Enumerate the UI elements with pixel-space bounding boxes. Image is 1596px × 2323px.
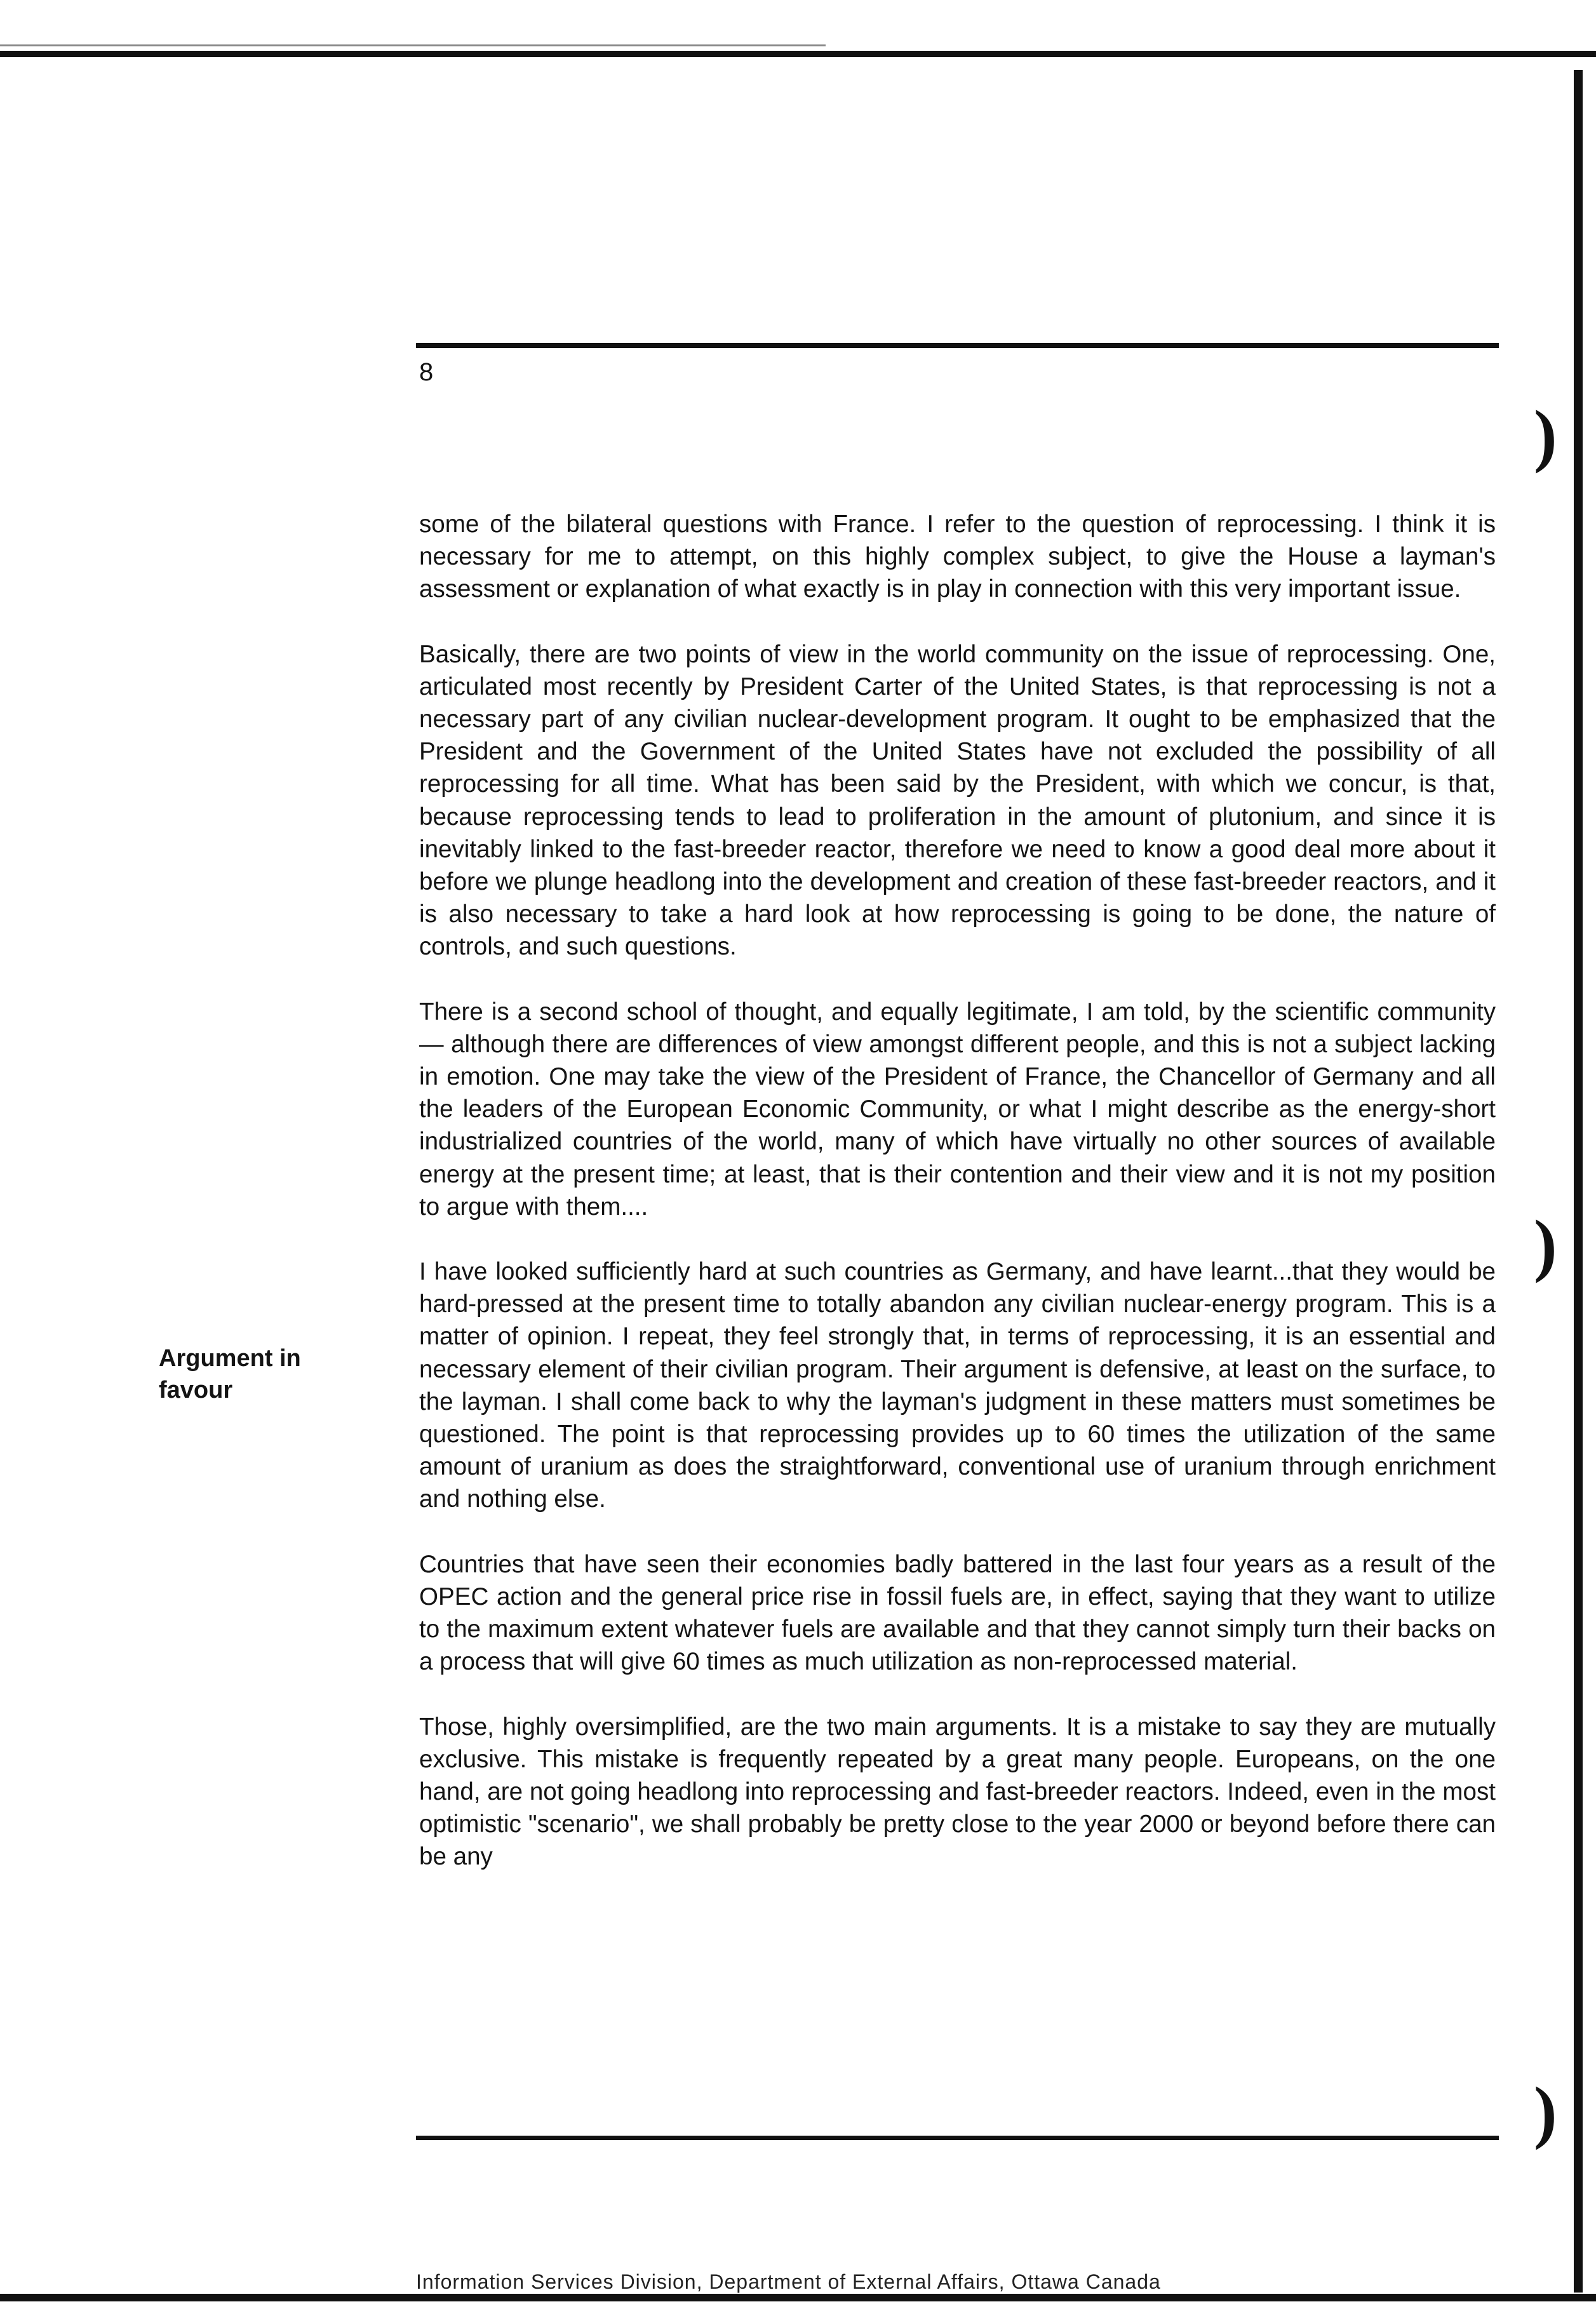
scan-edge-bottom — [0, 2294, 1596, 2301]
footer-rule — [416, 2136, 1499, 2140]
body-text — [419, 508, 1496, 1873]
scan-edge-right — [1574, 70, 1583, 2293]
header-rule — [416, 343, 1499, 348]
scan-edge-top — [0, 51, 1596, 57]
paragraph-2: Basically, there are two points of view in the world community on the issue of reprocessing. One, articulated most recently by President Carter of the United States, is that reprocessing is not a necessary part of any civilian nuclear-development program. It ought to be emphasized that the President and the Government of the United States have not excluded the possibility of all reprocessing for all time. What has been said by the President, with which we concur, is that, because reprocessing tends to lead to proliferation in the amount of plutonium, and since it is inevitably linked to the fast-breeder reactor, therefore we need to know a good deal more about it before we plunge headlong into the development and creation of these fast-breeder reactors, and it is also necessary to take a hard look at how reprocessing is going to be done, the nature of controls, and such questions. — [419, 640, 1496, 961]
paragraph-4: I have looked sufficiently hard at such countries as Germany, and have learnt...that they would be hard-pressed at the present time to totally abandon any civilian nuclear-energy program. This is a matter of opinion. I repeat, they feel strongly that, in terms of reprocessing, it is an essential and necessary element of their civilian program. Their argument is defensive, at least on the surface, to the layman. I shall come back to why the layman's judgment in these matters must sometimes be questioned. The point is that reprocessing provides up to 60 times the utilization of the same amount of uranium as does the straightforward, conventional use of uranium through enrichment and nothing else. — [419, 1258, 1496, 1513]
binding-mark-middle: ) — [1534, 1206, 1557, 1283]
paragraph-6: Those, highly oversimplified, are the two main arguments. It is a mistake to say they are mutually exclusive. This mistake is frequently repeated by a great many people. Europeans, on the one hand, are not going headlong into reprocessing and fast-breeder reactors. Indeed, even in the most optimistic "scenario", we shall probably be pretty close to the year 2000 or beyond before there can be any — [419, 1713, 1496, 1871]
binding-mark-bottom: ) — [1534, 2073, 1557, 2150]
paragraph-3: There is a second school of thought, and equally legitimate, I am told, by the scientific community — although there are differences of view amongst different people, and this is not a subject lacking in emotion. One may take the view of the President of France, the Chancellor of Germany and all the leaders of the European Economic Community, or what I might describe as the energy-short industrialized countries of the world, many of which have virtually no other sources of available energy at the present time; at least, that is their contention and their view and it is not my position to argue with them.... — [419, 998, 1496, 1221]
paragraph-5: Countries that have seen their economies badly battered in the last four years as a result of the OPEC action and the general price rise in fossil fuels are, in effect, saying that they want to utilize to the maximum extent whatever fuels are available and that they cannot simply turn their backs on a process that will give 60 times as much utilization as non-reprocessed material. — [419, 1550, 1496, 1676]
footer-text: Information Services Division, Department of External Affairs, Ottawa Canada — [416, 2270, 1161, 2293]
scan-edge-faint — [0, 44, 826, 46]
margin-note: Argument in favour — [159, 1345, 301, 1403]
binding-mark-top: ) — [1534, 396, 1557, 474]
paragraph-1: some of the bilateral questions with France. I refer to the question of reprocessing. I think it is necessary for me to attempt, on this highly complex subject, to give the House a layman's assessment or explanation of what exactly is in play in connection with this very important issue. — [419, 511, 1496, 603]
page-number: 8 — [419, 358, 434, 386]
